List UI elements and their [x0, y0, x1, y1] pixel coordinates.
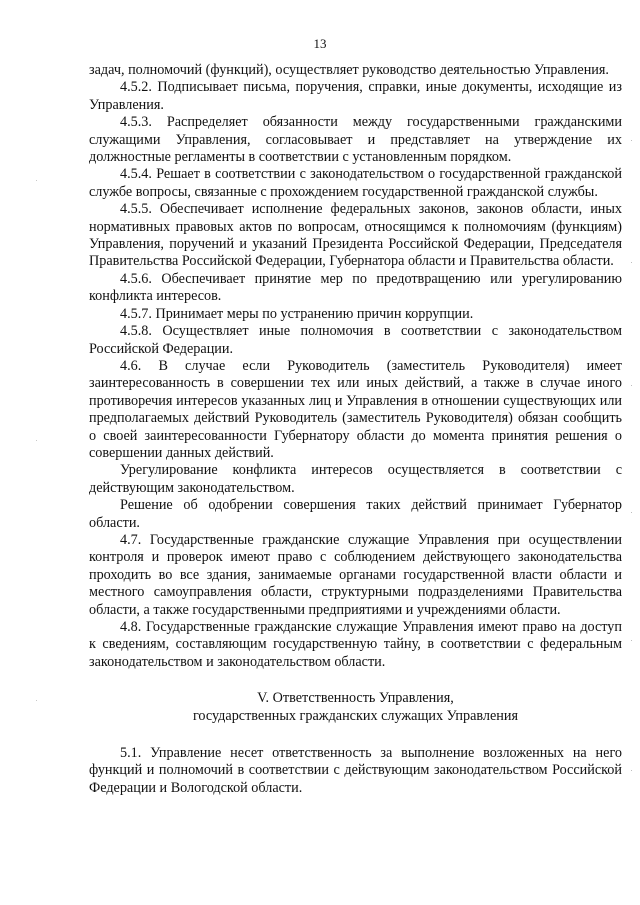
paragraph: Урегулирование конфликта интересов осуществляется в соответствии с действующим законодательством. — [89, 462, 622, 496]
paragraph: 4.5.8. Осуществляет иные полномочия в соответствии с законодательством Российской Федерации. — [89, 323, 622, 357]
scan-speck — [631, 262, 632, 263]
scan-speck — [36, 700, 37, 701]
scan-speck — [631, 512, 632, 513]
page-number: 13 — [313, 36, 327, 51]
scan-speck — [631, 385, 632, 386]
paragraph-5-1: 5.1. Управление несет ответственность за выполнение возложенных на него функций и полномочий в соответствии с действующим законодательством Российской Федерации и Вологодской области. — [89, 745, 622, 796]
paragraph: 4.8. Государственные гражданские служащие Управления имеют право на доступ к сведениям, составляющим государственную тайну, в соответствии с федеральным законодательством и законодательством области. — [89, 619, 622, 670]
scan-speck — [631, 640, 632, 641]
paragraph: 4.5.3. Распределяет обязанности между государственными гражданскими служащими Управления, согласовывает и представляет на утверждение их должностные регламенты в соответствии с установленным порядком. — [89, 114, 622, 166]
paragraph: 4.6. В случае если Руководитель (заместитель Руководителя) имеет заинтересованность в совершении тех или иных действий, а также в случае иного противоречия интересов указанных лиц и Управления в отношении существующих или предполагаемых действий Руководитель (заместитель Руководителя) обязан сообщить о своей заинтересованности Губернатору области до момента принятия решения о совершении данных действий. — [89, 357, 622, 461]
section-heading-line-2: государственных гражданских служащих Управления — [192, 707, 519, 724]
document-body — [89, 62, 622, 797]
scan-speck — [36, 440, 37, 441]
paragraph: 4.5.4. Решает в соответствии с законодательством о государственной гражданской службе вопросы, связанные с прохождением государственной гражданской службы. — [89, 166, 622, 200]
scan-speck — [36, 180, 37, 181]
paragraph: 4.5.7. Принимает меры по устранению причин коррупции. — [120, 305, 474, 322]
paragraph: 4.5.2. Подписывает письма, поручения, справки, иные документы, исходящие из Управления. — [89, 79, 622, 113]
scan-speck — [631, 140, 632, 141]
paragraph: 4.5.5. Обеспечивает исполнение федеральных законов, законов области, иных нормативных правовых актов по вопросам, относящимся к полномочиям (функциям) Управления, поручений и указаний Президента Российской Федерации, Председателя Правительства Российской Федерации, Губернатора области и Правительства области. — [89, 201, 622, 270]
paragraph: Решение об одобрении совершения таких действий принимает Губернатор области. — [89, 497, 622, 531]
section-heading — [89, 690, 622, 725]
section-heading-line-1: V. Ответственность Управления, — [257, 690, 454, 707]
paragraph: 4.5.6. Обеспечивает принятие мер по предотвращению или урегулированию конфликта интересов. — [89, 270, 622, 305]
paragraph: задач, полномочий (функций), осуществляет руководство деятельностью Управления. — [89, 62, 609, 78]
scan-speck — [631, 770, 632, 771]
paragraph: 4.7. Государственные гражданские служащие Управления при осуществлении контроля и проверок имеют право с соблюдением действующего законодательства проходить во все здания, занимаемые органами государственной власти области и местного самоуправления области, структурными подразделениями Правительства области, а также государственными предприятиями и учреждениями области. — [89, 531, 622, 618]
